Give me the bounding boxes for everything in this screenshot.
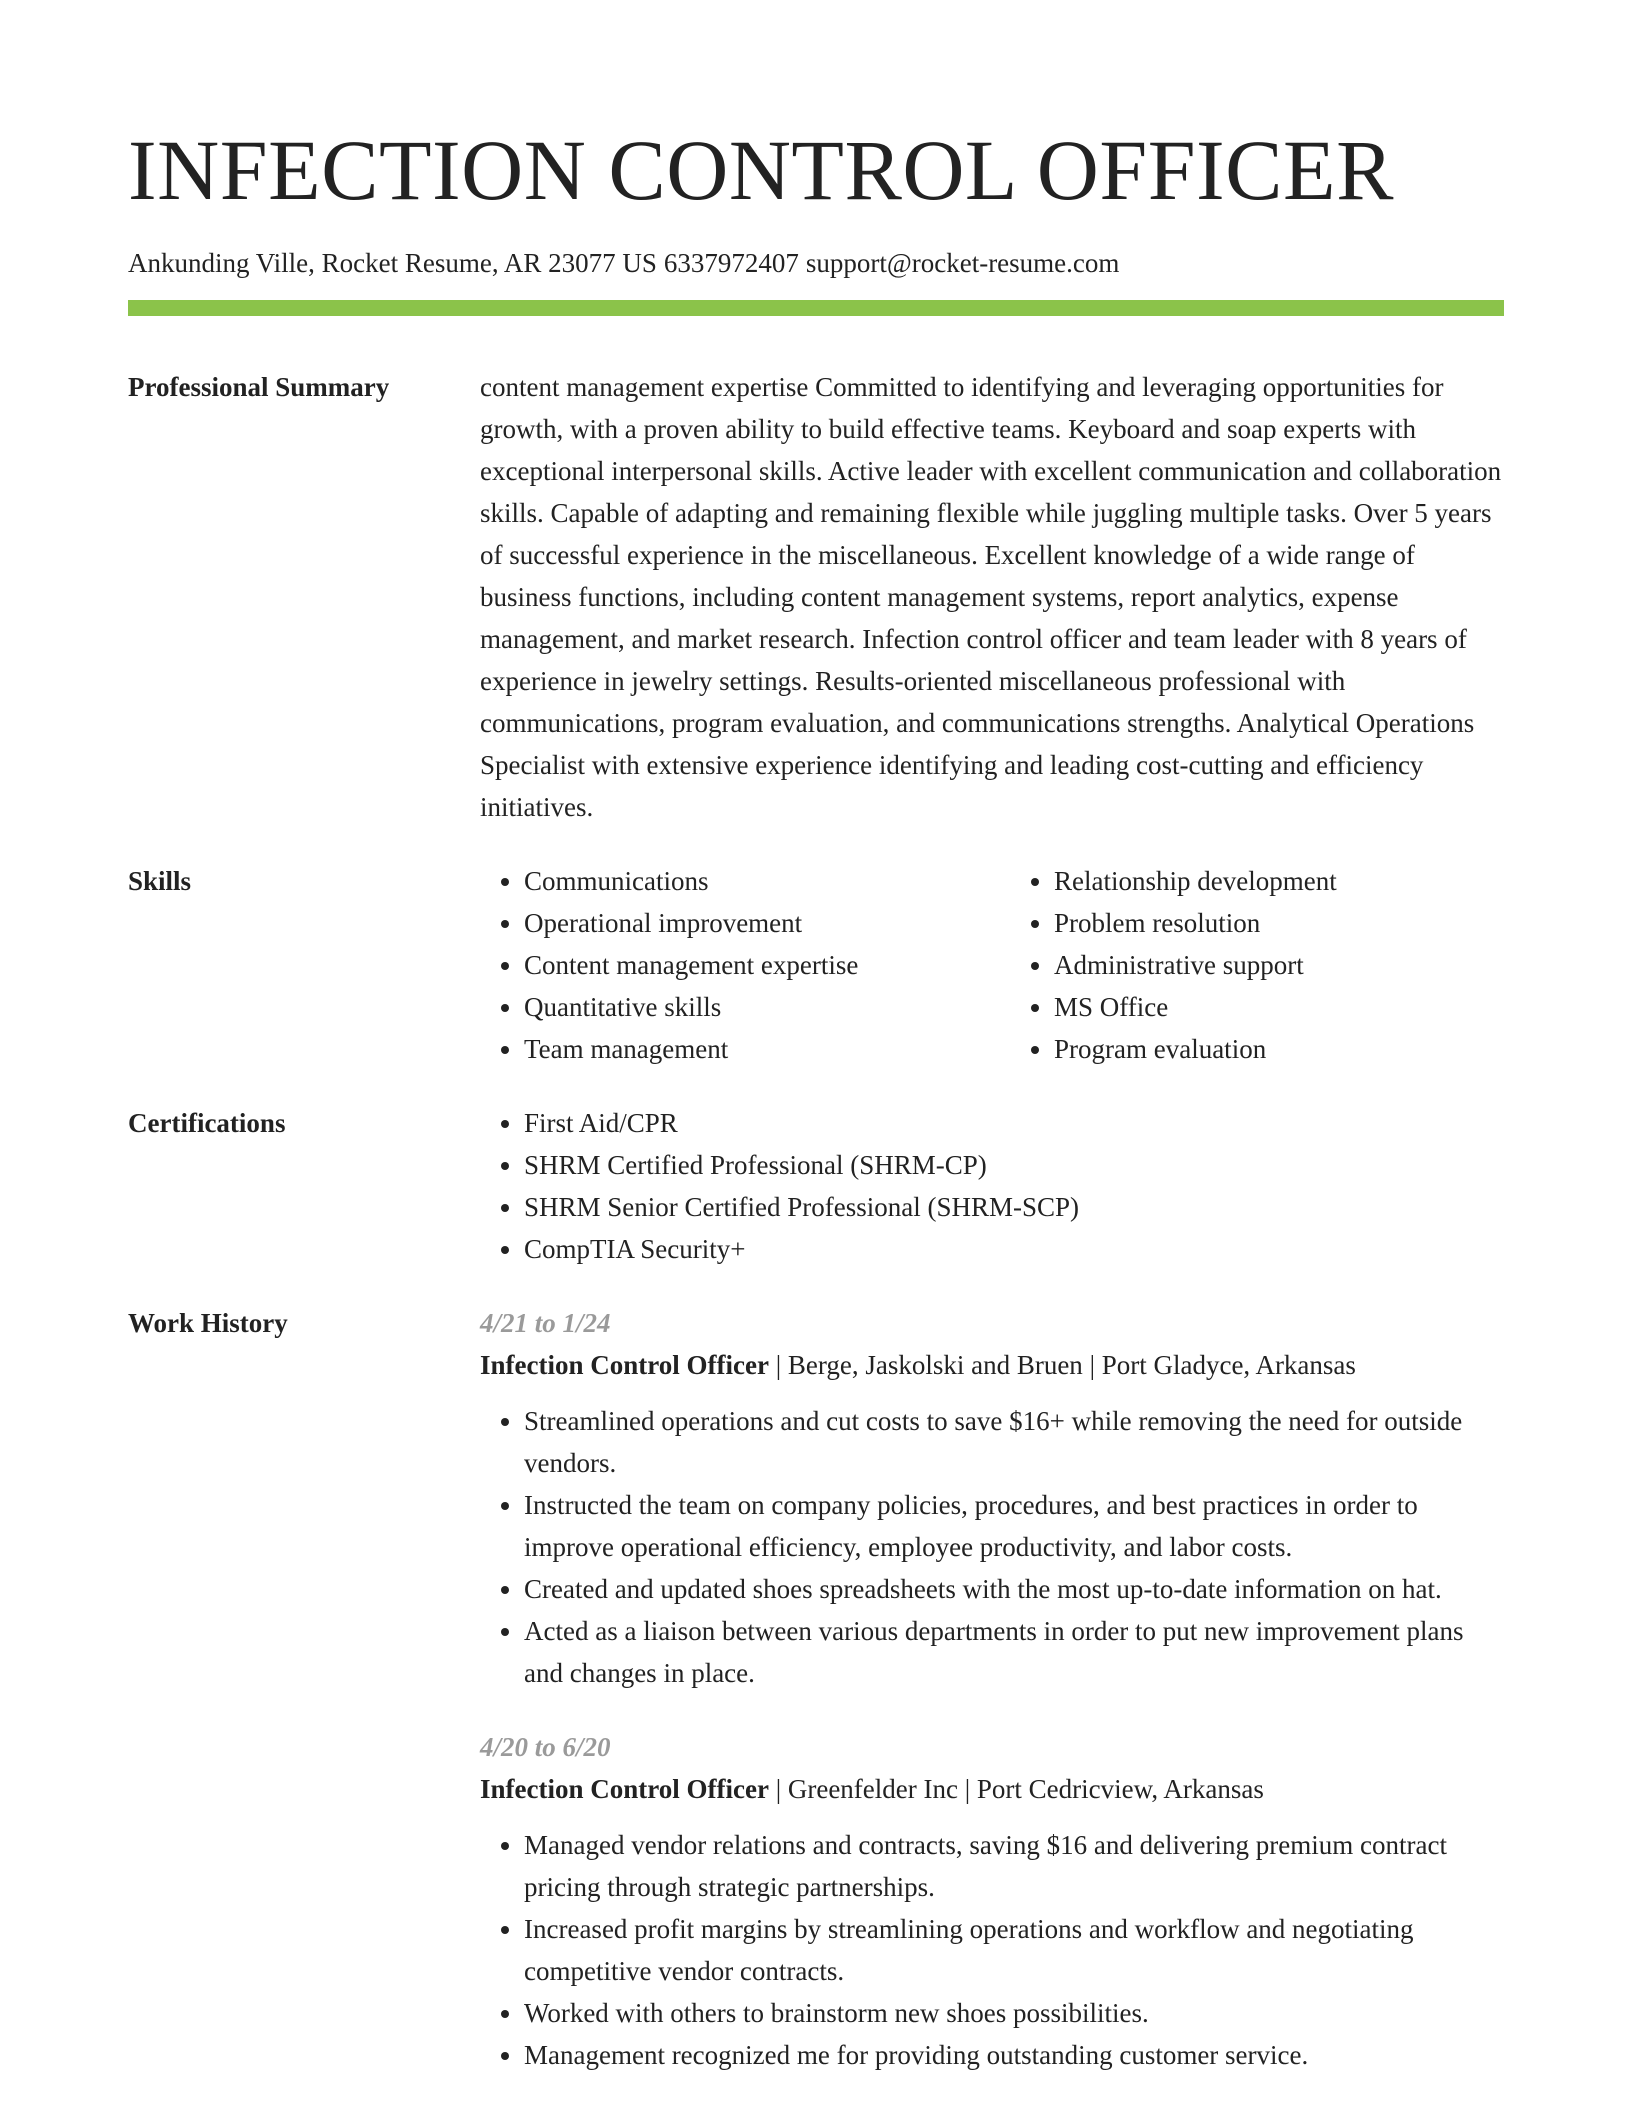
- job-separator: |: [964, 1774, 971, 1804]
- certifications-list: [480, 1102, 1504, 1270]
- certification-item: • SHRM Certified Professional (SHRM-CP): [524, 1144, 1504, 1186]
- job-title: Infection Control Officer: [480, 1774, 769, 1804]
- job-separator: |: [775, 1774, 782, 1804]
- skill-item: • Quantitative skills: [524, 986, 974, 1028]
- skills-columns: [480, 860, 1504, 1070]
- job-bullet: • Streamlined operations and cut costs to save $16+ while removing the need for outside vendors.: [524, 1400, 1504, 1484]
- summary-body: [480, 366, 1504, 828]
- skills-list-left: [480, 860, 974, 1070]
- job-entry: [480, 1302, 1504, 1694]
- work-history-body: [480, 1302, 1504, 2076]
- job-bullet: • Worked with others to brainstorm new shoes possibilities.: [524, 1992, 1504, 2034]
- skill-item: • Problem resolution: [1054, 902, 1504, 944]
- header-divider: [128, 300, 1504, 316]
- job-bullet: • Instructed the team on company policies, procedures, and best practices in order to improve operational efficiency, employee productivity, and labor costs.: [524, 1484, 1504, 1568]
- job-heading: [480, 1768, 1504, 1810]
- certification-item: • SHRM Senior Certified Professional (SHRM-SCP): [524, 1186, 1504, 1228]
- work-history-heading: Work History: [128, 1308, 288, 1338]
- job-company: Berge, Jaskolski and Bruen: [787, 1350, 1083, 1380]
- skill-item: • Team management: [524, 1028, 974, 1070]
- job-dates: 4/20 to 6/20: [480, 1732, 611, 1762]
- job-bullet: • Increased profit margins by streamlining operations and workflow and negotiating competitive vendor contracts.: [524, 1908, 1504, 1992]
- job-company: Greenfelder Inc: [787, 1774, 958, 1804]
- job-bullet: • Acted as a liaison between various departments in order to put new improvement plans and changes in place.: [524, 1610, 1504, 1694]
- job-separator: |: [1089, 1350, 1095, 1380]
- job-title: Infection Control Officer: [480, 1350, 769, 1380]
- job-separator: |: [775, 1350, 782, 1380]
- skill-item: • Communications: [524, 860, 974, 902]
- job-heading: [480, 1344, 1504, 1386]
- job-location: Port Gladyce, Arkansas: [1101, 1350, 1356, 1380]
- candidate-name: INFECTION CONTROL OFFICER: [128, 122, 1394, 218]
- job-dates: 4/21 to 1/24: [480, 1308, 611, 1338]
- skill-item: • Content management expertise: [524, 944, 974, 986]
- job-entry: [480, 1726, 1504, 2076]
- contact-address: Ankunding Ville, Rocket Resume, AR 23077 US: [128, 248, 657, 278]
- skill-item: • Program evaluation: [1054, 1028, 1504, 1070]
- skill-item: • Operational improvement: [524, 902, 974, 944]
- resume-page: [128, 0, 1504, 2076]
- job-bullet: • Management recognized me for providing outstanding customer service.: [524, 2034, 1504, 2076]
- contact-phone: 6337972407: [663, 248, 799, 278]
- certifications-body: [480, 1102, 1504, 1270]
- certification-item: • CompTIA Security+: [524, 1228, 1504, 1270]
- job-bullets: [480, 1400, 1504, 1694]
- skill-item: • Administrative support: [1054, 944, 1504, 986]
- job-bullet: • Created and updated shoes spreadsheets with the most up-to-date information on hat.: [524, 1568, 1504, 1610]
- certifications-heading: Certifications: [128, 1108, 286, 1138]
- job-bullets: [480, 1824, 1504, 2076]
- work-history-section: [128, 1302, 1504, 2076]
- certifications-section: [128, 1102, 1504, 1270]
- contact-email: support@rocket-resume.com: [805, 248, 1120, 278]
- summary-section: [128, 366, 1504, 828]
- skill-item: • Relationship development: [1054, 860, 1504, 902]
- skills-heading: Skills: [128, 866, 192, 896]
- job-location: Port Cedricview, Arkansas: [976, 1774, 1264, 1804]
- skills-section: [128, 860, 1504, 1070]
- contact-line: [128, 246, 1504, 280]
- skills-list-right: [1010, 860, 1504, 1070]
- skill-item: • MS Office: [1054, 986, 1504, 1028]
- summary-heading: Professional Summary: [128, 372, 390, 402]
- summary-text: content management expertise Committed to identifying and leveraging opportunities for growth, with a proven ability to build effective teams. Keyboard and soap experts with exceptional interpersonal skills. Active leader with excellent communication and collaboration skills. Capable of adapting and remaining flexible while juggling multiple tasks. Over 5 years of successful experience in the miscellaneous. Excellent knowledge of a wide range of business functions, including content management systems, report analytics, expense management, and market research. Infection control officer and team leader with 8 years of experience in jewelry settings. Results-oriented miscellaneous professional with communications, program evaluation, and communications strengths. Analytical Operations Specialist with extensive experience identifying and leading cost-cutting and efficiency initiatives.: [480, 372, 1502, 822]
- certification-item: • First Aid/CPR: [524, 1102, 1504, 1144]
- job-bullet: • Managed vendor relations and contracts, saving $16 and delivering premium contract pricing through strategic partnerships.: [524, 1824, 1504, 1908]
